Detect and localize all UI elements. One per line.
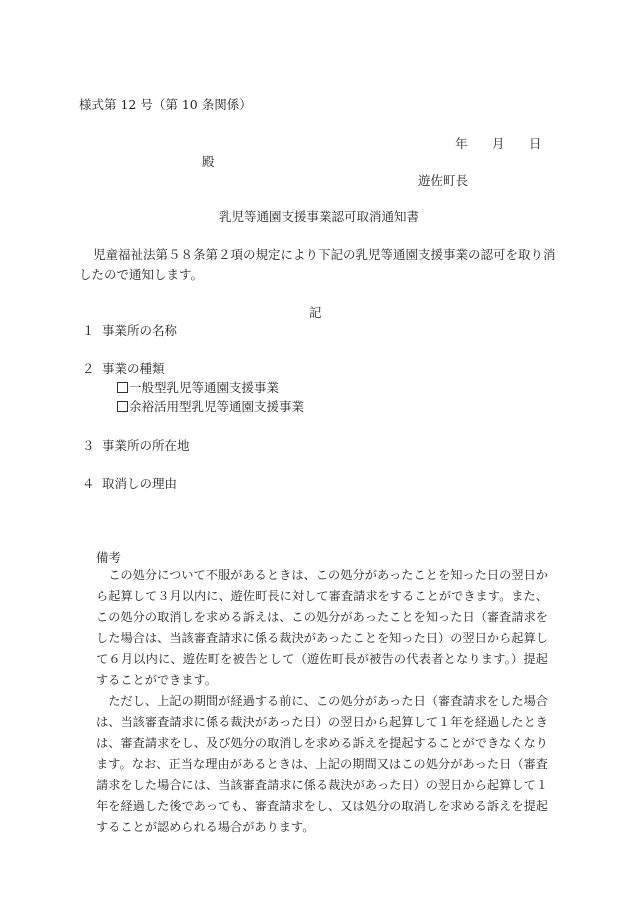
addressee-suffix: 殿	[202, 154, 215, 169]
item-2-number: ２	[82, 361, 95, 376]
date-day: 日	[529, 136, 542, 151]
document-title: 乳児等通園支援事業認可取消通知書	[219, 209, 420, 224]
option-surplus: 余裕活用型乳児等通園支援事業	[117, 401, 304, 414]
remarks-body	[96, 565, 548, 838]
item-3-label: 事業所の所在地	[102, 438, 190, 453]
remarks-paragraph-1: この処分について不服があるときは、この処分があったことを知った日の翌日から起算して３月以内に、遊佐町長に対して審査請求をすることができます。また、この処分の取消しを求める訴えは、この処分があったことを知った日（審査請求をした場合は、当該審査請求に係る裁決があったことを知った日）の翌日から起算して６月以内に、遊佐町を被告として（遊佐町長が被告の代表者となります。）提起することができます。	[96, 568, 548, 687]
ki-label: 記	[309, 305, 322, 320]
item-4-label: 取消しの理由	[102, 476, 178, 491]
item-4-number: ４	[82, 476, 95, 491]
remarks-heading: 備考	[96, 550, 122, 565]
form-number: 様式第 12 号（第 10 条関係）	[79, 97, 252, 112]
item-1-label: 事業所の名称	[102, 323, 178, 338]
checkbox-icon	[117, 382, 128, 393]
item-3-number: ３	[82, 438, 95, 453]
item-2-label: 事業の種類	[102, 361, 165, 376]
checkbox-icon	[117, 401, 128, 412]
item-1-number: １	[82, 323, 95, 338]
issuer-name: 遊佐町長	[418, 173, 469, 188]
option-general: 一般型乳児等通園支援事業	[117, 382, 279, 395]
date-month: 月	[492, 136, 505, 151]
intro-line-2: したので通知します。	[79, 267, 204, 282]
remarks-paragraph-2: ただし、上記の期間が経過する前に、この処分があった日（審査請求をした場合は、当該審査請求に係る裁決があった日）の翌日から起算して１年を経過したときは、審査請求をし、及び処分の取消しを求める訴えを提起することができなくなります。なお、正当な理由があるときは、上記の期間又はこの処分があった日（審査請求をした場合には、当該審査請求に係る裁決があった日）の翌日から起算して１年を経過した後であっても、審査請求をし、又は処分の取消しを求める訴えを提起することが認められる場合があります。	[96, 694, 548, 834]
date-year: 年	[455, 136, 468, 151]
intro-line-1: 児童福祉法第５８条第２項の規定により下記の乳児等通園支援事業の認可を取り消	[93, 247, 556, 262]
